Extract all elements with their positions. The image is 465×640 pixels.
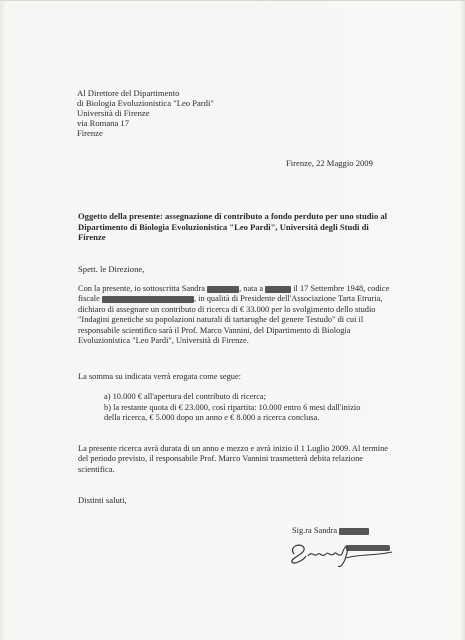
salutation: Spett. le Direzione, xyxy=(78,264,145,274)
letter-subject: Oggetto della presente: assegnazione di contributo a fondo perduto per uno studio al Dipartimento di Biologia Evoluzionistica "Leo Pardi", Università degli Studi di Firenze xyxy=(78,211,388,243)
letter-date: Firenze, 22 Maggio 2009 xyxy=(286,158,373,168)
paragraph-duration: La presente ricerca avrà durata di un anno e mezzo e avrà inizio il 1 Luglio 2009. Al termine del periodo previsto, il responsabile Prof. Marco Vannini trasmetterà debita relazione scientifica. xyxy=(78,444,388,474)
text-fragment: il 17 Settembre 1948, codice fiscale xyxy=(78,284,390,304)
redaction-mark xyxy=(265,286,291,293)
page-edge xyxy=(0,0,465,1)
redaction-mark xyxy=(207,286,239,293)
recipient-address xyxy=(77,88,214,138)
text-fragment: , in qualità di Presidente dell'Associazione Tarta Etruria, dichiaro di assegnare un contributo di ricerca di € 33.000 per lo svolgimento dello studio "Indagini genetiche su popolazioni naturali di tartarughe del genere Testudo" di cui il responsabile scientifico sarà il Prof. Marco Vannini, del Dipartimento di Biologia Evoluzionistica "Leo Pardi", Università di Firenze. xyxy=(78,294,383,346)
handwritten-signature xyxy=(284,532,404,572)
address-line: di Biologia Evoluzionistica "Leo Pardi" xyxy=(77,98,214,108)
address-line: Firenze xyxy=(77,128,103,138)
payment-list xyxy=(104,392,374,424)
address-line: Al Direttore del Dipartimento xyxy=(77,88,180,98)
text-fragment: , nata a xyxy=(239,284,264,293)
redaction-mark xyxy=(102,296,194,303)
address-line: Università di Firenze xyxy=(77,108,150,118)
closing: Distinti saluti, xyxy=(78,495,127,505)
signer-label: Sig.ra Sandra xyxy=(292,526,338,535)
list-item: a) 10.000 € all'apertura del contributo di ricerca; xyxy=(104,392,266,401)
text-fragment: Con la presente, io sottoscritta Sandra xyxy=(78,284,205,293)
paragraph-declaration xyxy=(78,284,398,346)
address-line: via Romana 17 xyxy=(77,118,130,128)
paragraph-payment-intro: La somma su indicata verrà erogata come segue: xyxy=(78,372,242,381)
list-item: b) la restante quota di € 23.000, così ripartita: 10.000 entro 6 mesi dall'inizio della ricerca, € 5.000 dopo un anno e € 8.000 a ricerca conclusa. xyxy=(104,402,361,423)
